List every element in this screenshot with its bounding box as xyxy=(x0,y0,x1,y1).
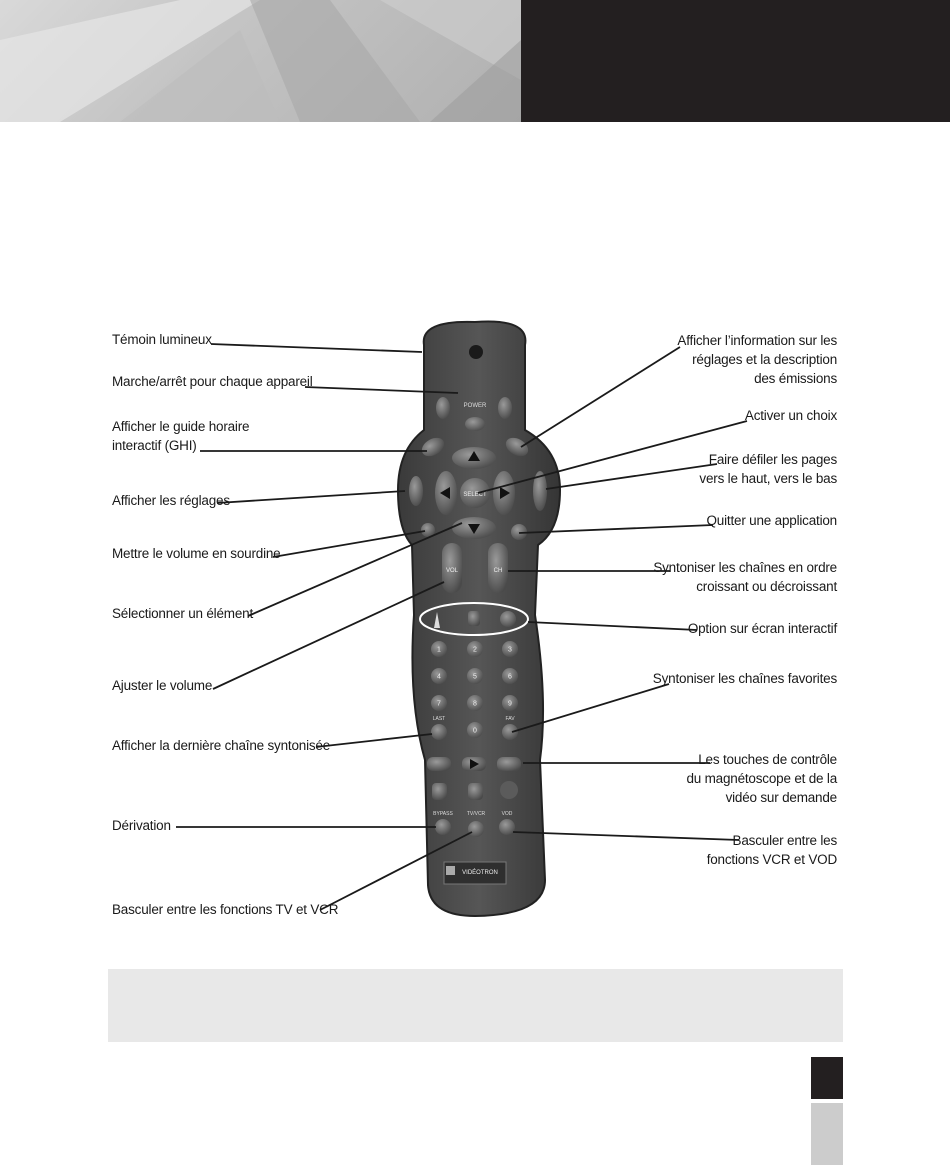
keypad-label-4: 4 xyxy=(437,673,441,681)
keypad-label-2: 2 xyxy=(473,646,477,654)
keypad-label-7: 7 xyxy=(437,700,441,708)
info-box xyxy=(108,969,843,1042)
keypad-label-1: 1 xyxy=(437,646,441,654)
label-favorites: Syntoniser les chaînes favorites xyxy=(652,671,837,686)
channel-label: CH xyxy=(493,568,503,574)
label-power-each-device: Marche/arrêt pour chaque appareil xyxy=(112,374,313,389)
brand-name: VIDÉOTRON xyxy=(462,870,498,876)
label-last-channel: Afficher la dernière chaîne syntonisée xyxy=(112,738,331,753)
keypad-label-0: 0 xyxy=(473,727,477,735)
label-guide: Afficher le guide horaire interactif (GHI) xyxy=(112,419,250,453)
keypad-label-9: 9 xyxy=(508,700,512,708)
label-page-scroll: Faire défiler les pages vers le haut, vers le bas xyxy=(699,452,837,486)
page-tab-light xyxy=(811,1103,843,1165)
bypass-button-label: BYPASS xyxy=(433,811,453,817)
label-indicator-light: Témoin lumineux xyxy=(112,332,212,347)
keypad-label-5: 5 xyxy=(473,673,477,681)
keypad-label-3: 3 xyxy=(508,646,512,654)
page-tab-dark xyxy=(811,1057,843,1099)
label-activate: Activer un choix xyxy=(744,408,837,423)
vod-button-label: VOD xyxy=(501,811,513,817)
label-info: Afficher l’information sur les réglages et la description des émissions xyxy=(677,333,837,386)
power-caption: POWER xyxy=(463,403,487,409)
select-button-label: SELECT xyxy=(463,492,487,498)
label-vcr-vod-toggle: Basculer entre les fonctions VCR et VOD xyxy=(706,833,837,867)
label-adjust-volume: Ajuster le volume xyxy=(112,678,213,693)
label-mute: Mettre le volume en sourdine xyxy=(112,546,281,561)
keypad-label-6: 6 xyxy=(508,673,512,681)
label-channel-updown: Syntoniser les chaînes en ordre croissant ou décroissant xyxy=(653,560,837,594)
last-button-label: LAST xyxy=(432,716,446,722)
tvvcr-button-label: TV/VCR xyxy=(466,811,486,817)
label-interactive-option: Option sur écran interactif xyxy=(687,621,837,636)
volume-label: VOL xyxy=(445,568,459,574)
label-vcr-vod-controls: Les touches de contrôle du magnétoscope et de la vidéo sur demande xyxy=(686,752,837,805)
label-settings: Afficher les réglages xyxy=(112,493,230,508)
keypad-label-8: 8 xyxy=(473,700,477,708)
label-exit: Quitter une application xyxy=(706,513,837,528)
favorites-button-label: FAV xyxy=(505,716,515,722)
label-bypass: Dérivation xyxy=(112,818,171,833)
label-select-item: Sélectionner un élément xyxy=(112,606,253,621)
label-tv-vcr: Basculer entre les fonctions TV et VCR xyxy=(112,902,339,917)
